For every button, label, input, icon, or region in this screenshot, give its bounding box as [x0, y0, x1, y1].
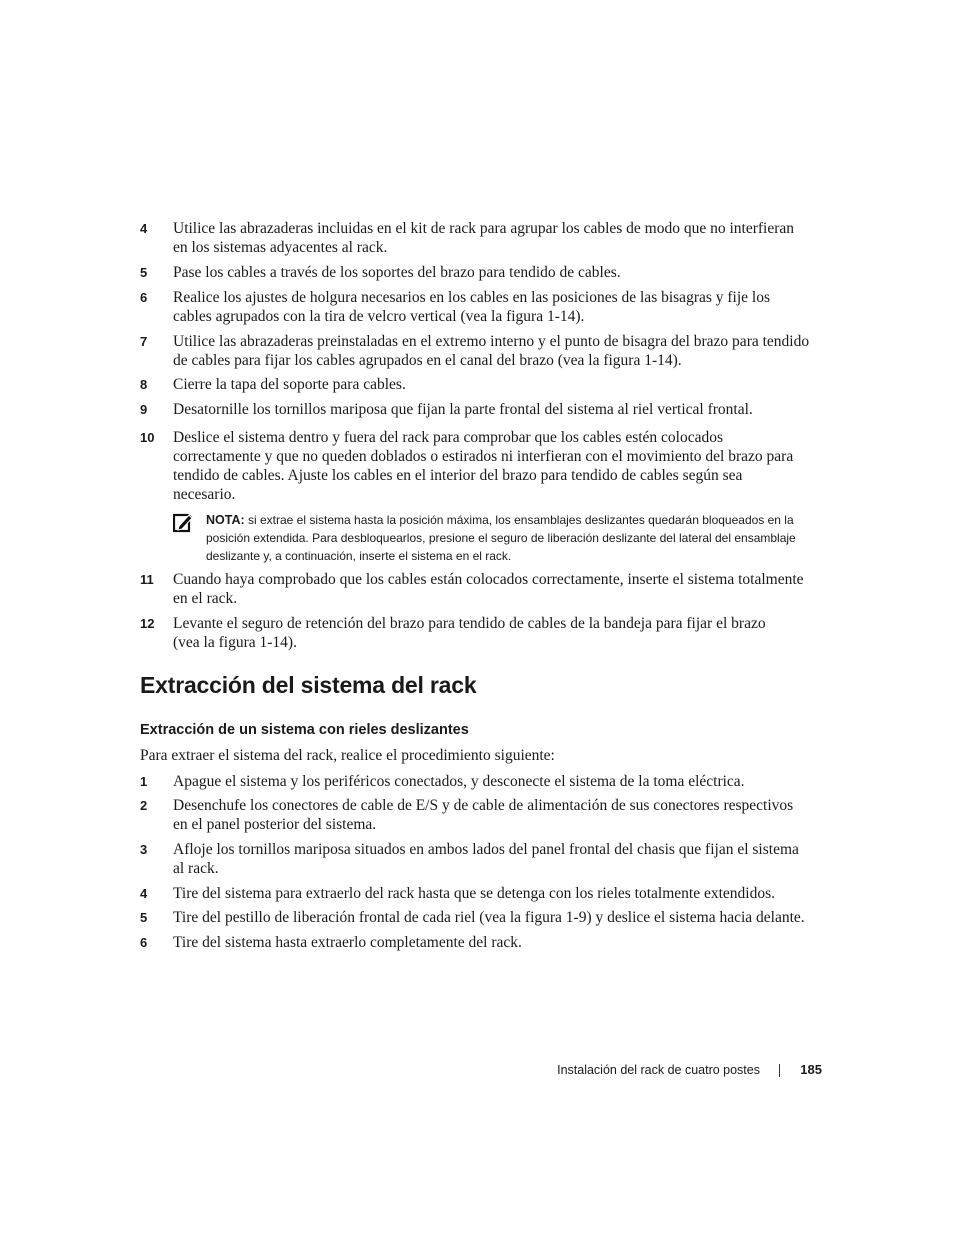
subsection-title: Extracción de un sistema con rieles deslizantes [140, 722, 469, 738]
step-number: 4 [140, 221, 148, 236]
footer-title: Instalación del rack de cuatro postes [557, 1063, 760, 1077]
step-number: 12 [140, 616, 155, 631]
step-number: 3 [140, 842, 148, 857]
list-item [140, 400, 820, 419]
step-number: 5 [140, 265, 148, 280]
list-item [140, 332, 820, 370]
footer-divider [779, 1064, 780, 1077]
step-number: 6 [140, 290, 148, 305]
step-text: Cuando haya comprobado que los cables están colocados correctamente, inserte el sistema totalmente en el rack. [173, 571, 804, 607]
list-item [140, 933, 820, 952]
step-text: Utilice las abrazaderas incluidas en el kit de rack para agrupar los cables de modo que no interfieran en los sistemas adyacentes al rack. [173, 220, 795, 256]
list-item [140, 219, 820, 257]
step-text: Tire del pestillo de liberación frontal de cada riel (vea la figura 1-9) y deslice el sistema hacia delante. [173, 909, 805, 926]
intro-paragraph: Para extraer el sistema del rack, realice el procedimiento siguiente: [140, 747, 555, 764]
note-text [206, 511, 806, 565]
list-item [140, 288, 820, 326]
step-number: 6 [140, 935, 148, 950]
step-number: 11 [140, 572, 154, 587]
step-number: 1 [140, 774, 148, 789]
list-item [140, 428, 820, 504]
note-body: si extrae el sistema hasta la posición máxima, los ensamblajes deslizantes quedarán bloqueados en la posición extendida. Para desbloquearlos, presione el seguro de liberación deslizante del lateral del ensamblaje deslizante y, a continuación, inserte el sistema en el rack. [206, 513, 796, 563]
step-text: Utilice las abrazaderas preinstaladas en el extremo interno y el punto de bisagra del brazo para tendido de cables para fijar los cables agrupados en el canal del brazo (vea la figura 1-14). [173, 333, 810, 369]
list-item [140, 840, 820, 878]
step-text: Realice los ajustes de holgura necesarios en los cables en las posiciones de las bisagras y fije los cables agrupados con la tira de velcro vertical (vea la figura 1-14). [173, 289, 771, 325]
step-text: Apague el sistema y los periféricos conectados, y desconecte el sistema de la toma eléctrica. [173, 773, 745, 790]
list-item [140, 796, 820, 834]
step-number: 4 [140, 886, 148, 901]
list-item [140, 908, 820, 927]
step-text: Tire del sistema para extraerlo del rack hasta que se detenga con los rieles totalmente extendidos. [173, 885, 775, 902]
step-number: 8 [140, 377, 148, 392]
step-text: Desenchufe los conectores de cable de E/S y de cable de alimentación de sus conectores respectivos en el panel posterior del sistema. [173, 797, 794, 833]
step-text: Cierre la tapa del soporte para cables. [173, 376, 406, 393]
step-number: 10 [140, 430, 155, 445]
list-item [140, 263, 820, 282]
note-label: NOTA: [206, 513, 245, 527]
step-text: Afloje los tornillos mariposa situados en ambos lados del panel frontal del chasis que fijan el sistema al rack. [173, 841, 799, 877]
step-number: 5 [140, 910, 148, 925]
note-box [173, 511, 813, 565]
note-pencil-icon [173, 511, 195, 533]
step-text: Desatornille los tornillos mariposa que fijan la parte frontal del sistema al riel vertical frontal. [173, 401, 753, 418]
list-item [140, 375, 820, 394]
step-number: 9 [140, 402, 148, 417]
page-number: 185 [800, 1062, 822, 1077]
list-item [140, 570, 820, 608]
list-item [140, 772, 820, 791]
list-item [140, 614, 820, 652]
step-number: 7 [140, 334, 148, 349]
list-item [140, 884, 820, 903]
step-number: 2 [140, 798, 148, 813]
section-title: Extracción del sistema del rack [140, 672, 477, 698]
step-text: Levante el seguro de retención del brazo para tendido de cables de la bandeja para fijar el brazo (vea la figura 1-14). [173, 615, 766, 651]
step-text: Deslice el sistema dentro y fuera del rack para comprobar que los cables estén colocados correctamente y que no queden doblados o estirados ni interfieran con el movimiento del brazo para tendido de cables. Ajuste los cables en el interior del brazo para tendido de cables según sea necesario. [173, 429, 794, 503]
page-footer [540, 1061, 822, 1081]
step-text: Pase los cables a través de los soportes del brazo para tendido de cables. [173, 264, 621, 281]
step-text: Tire del sistema hasta extraerlo completamente del rack. [173, 934, 522, 951]
